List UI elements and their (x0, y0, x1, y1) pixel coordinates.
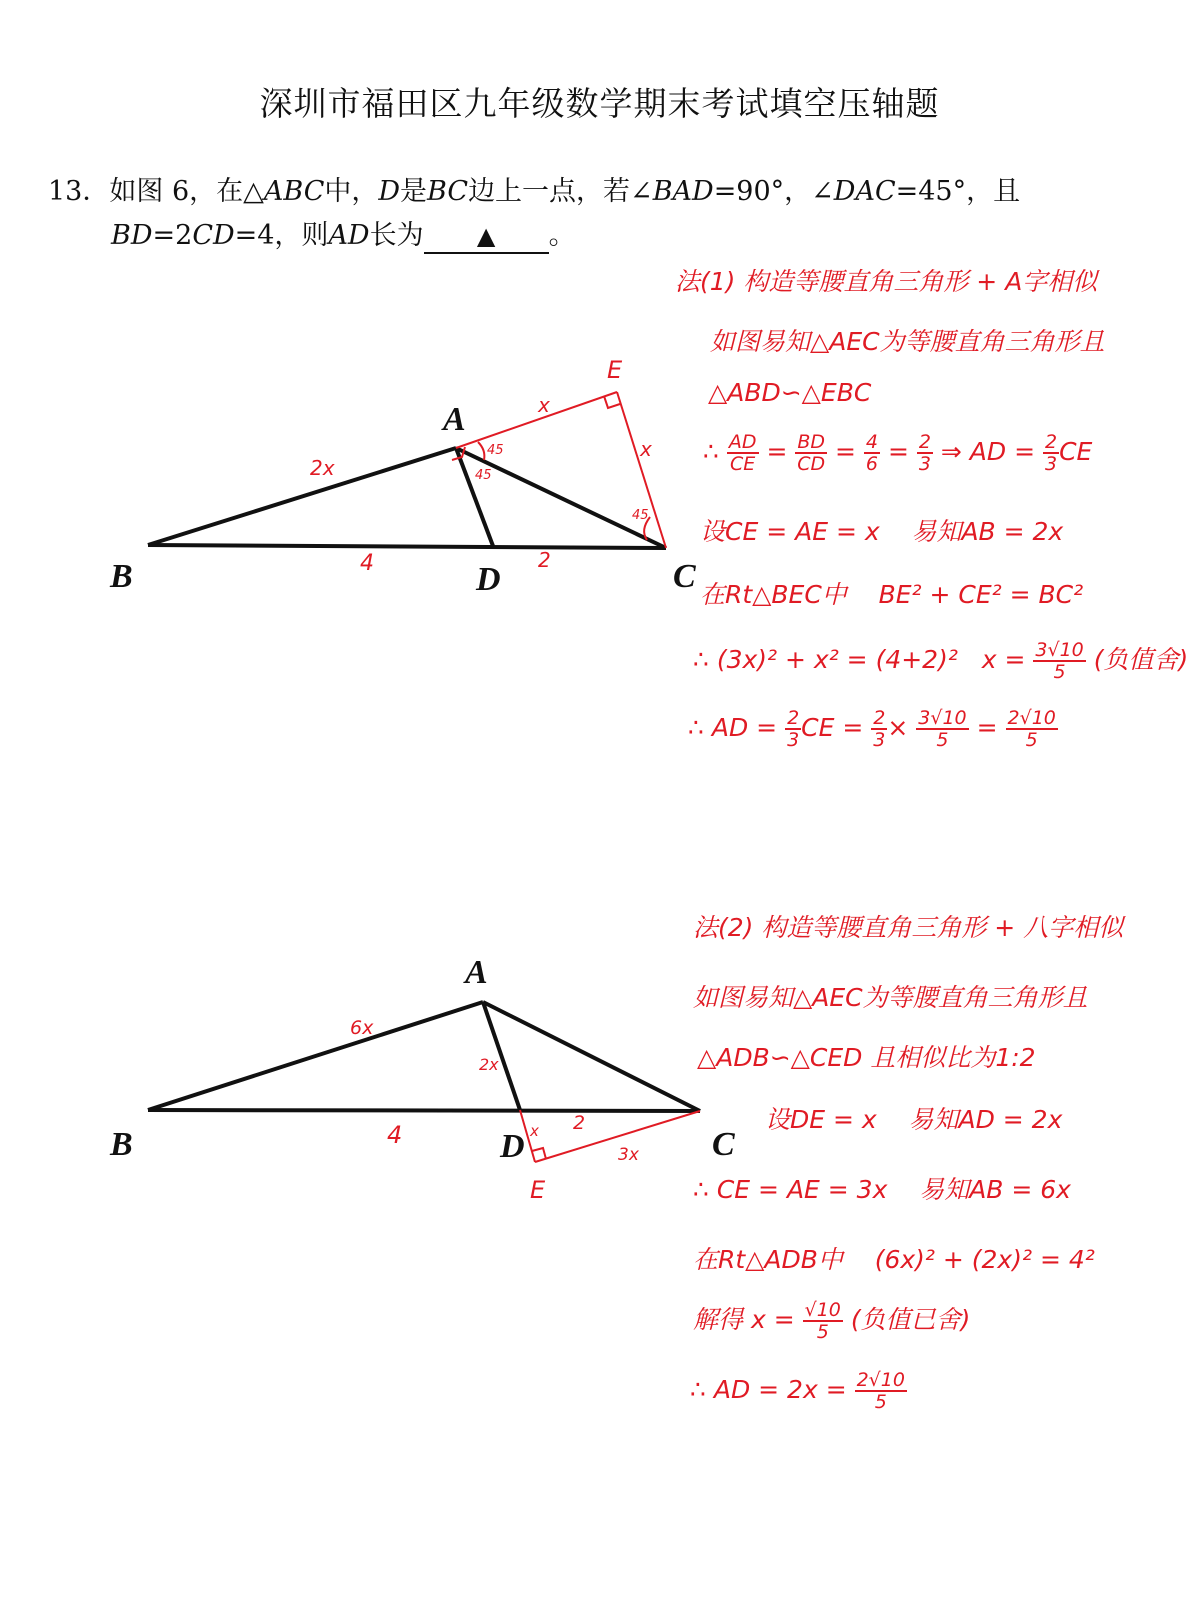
fraction (803, 1300, 843, 1342)
text: AD (328, 220, 370, 251)
text: ∴ AD = 2x = (690, 1375, 847, 1404)
text: =90°，∠ (713, 176, 834, 207)
mark-dc: 2 (538, 548, 551, 572)
segment-ab (148, 448, 456, 545)
label-d: D (500, 1128, 525, 1165)
text: = (887, 437, 909, 466)
method1-line-6 (700, 575, 1083, 611)
text: 中， (324, 176, 379, 207)
method1-line-4 (703, 432, 1092, 474)
text: 如图 6，在△ (109, 176, 264, 207)
text: = (834, 437, 856, 466)
mark-angle-c: 45 (632, 508, 649, 523)
text: ∴ AD = (688, 713, 778, 742)
denominator: CD (797, 453, 826, 475)
mark-angle-1: 45 (487, 443, 504, 458)
text: =45°，且 (895, 176, 1021, 207)
method2-line-5 (693, 1170, 1071, 1206)
denominator: 3 (1044, 453, 1058, 475)
numerator: √10 (804, 1299, 841, 1321)
mark-ec: 3x (618, 1145, 639, 1165)
text: (负值已舍) (850, 1305, 971, 1334)
mark-ec: x (640, 437, 652, 461)
page-title: 深圳市福田区九年级数学期末考试填空压轴题 (259, 84, 940, 123)
fraction (871, 708, 887, 750)
text: ∴ (3x)² + x² = (4+2)² (693, 645, 958, 674)
text: 设DE = x (765, 1105, 877, 1134)
mark-ae: x (538, 393, 550, 417)
numerator: 4 (865, 431, 878, 453)
text: BAD (652, 176, 714, 207)
denominator: 3 (873, 729, 886, 751)
denominator: 3 (918, 453, 931, 475)
segment-bc (148, 545, 666, 548)
fraction (785, 708, 801, 750)
text: BE² + CE² = BC² (878, 580, 1084, 609)
text: =2 (152, 220, 193, 251)
text: D (378, 176, 401, 207)
label-c: C (712, 1126, 735, 1163)
text: CE = (801, 713, 864, 742)
mark-de: x (530, 1122, 539, 1140)
numerator: AD (728, 431, 757, 453)
fraction (855, 1370, 907, 1412)
text: x = (981, 645, 1026, 674)
label-b: B (110, 558, 133, 595)
segment-bc (148, 1110, 700, 1111)
fraction (916, 708, 968, 750)
fraction (1033, 640, 1085, 682)
method1-line-3: △ABD∽△EBC (708, 378, 872, 407)
text: ⇒ AD = (940, 437, 1036, 466)
denominator: 5 (936, 729, 949, 751)
text: = (766, 437, 788, 466)
text: CE (1059, 437, 1093, 466)
fraction (727, 432, 759, 474)
fraction (1006, 708, 1058, 750)
mark-ad: 2x (479, 1055, 499, 1074)
text: × (887, 713, 909, 742)
text: 解得 x = (693, 1305, 795, 1334)
denominator: 5 (1053, 661, 1066, 683)
method2-line-7 (693, 1300, 970, 1342)
mark-dc: 2 (573, 1112, 586, 1134)
method2-line-2: 如图易知△AEC为等腰直角三角形且 (693, 983, 1088, 1012)
text: CD (192, 220, 235, 251)
text: 。 (548, 220, 576, 251)
label-a: A (465, 954, 488, 991)
numerator: 2 (918, 431, 931, 453)
fraction (917, 432, 933, 474)
denominator: 6 (865, 453, 878, 475)
numerator: 3√10 (918, 707, 967, 729)
method1-heading: 法(1) 构造等腰直角三角形 + A字相似 (675, 267, 1098, 296)
text: ABC (263, 176, 325, 207)
label-c: C (673, 558, 696, 595)
numerator: 2√10 (1007, 707, 1056, 729)
text: ∴ CE = AE = 3x (693, 1175, 888, 1204)
numerator: 3√10 (1035, 639, 1084, 661)
numerator: 2√10 (856, 1369, 905, 1391)
figure-1 (109, 356, 696, 598)
fraction (795, 432, 827, 474)
figure-2 (109, 954, 735, 1204)
method1-line-8 (688, 708, 1058, 750)
denominator: 3 (787, 729, 800, 751)
text: 设CE = AE = x (700, 517, 880, 546)
text: 易知AB = 6x (919, 1175, 1071, 1204)
text: (负值舍) (1093, 645, 1189, 674)
text: 边上一点，若∠ (468, 176, 653, 207)
label-e: E (530, 1176, 546, 1204)
fraction (864, 432, 880, 474)
label-a: A (443, 401, 466, 438)
numerator: 2 (873, 707, 886, 729)
label-d: D (476, 561, 501, 598)
method1-line-2: 如图易知△AEC为等腰直角三角形且 (710, 327, 1105, 356)
text: DAC (833, 176, 896, 207)
text: 在Rt△BEC中 (700, 580, 847, 609)
text: =4，则 (234, 220, 329, 251)
text: BC (427, 176, 469, 207)
denominator: 5 (874, 1391, 887, 1413)
denominator: 5 (1025, 729, 1038, 751)
answer-blank: ▲ (424, 220, 549, 254)
method2-heading: 法(2) 构造等腰直角三角形 + 八字相似 (693, 913, 1124, 942)
fraction (1043, 432, 1059, 474)
label-e: E (607, 356, 623, 384)
mark-bd: 4 (360, 551, 374, 576)
text: 易知AD = 2x (908, 1105, 1063, 1134)
method2-line-3: △ADB∽△CED 且相似比为1:2 (697, 1043, 1036, 1072)
numerator: 2 (1044, 431, 1058, 453)
text: 长为 (369, 220, 424, 251)
method1-line-5 (700, 512, 1063, 548)
method1-line-7 (693, 640, 1188, 682)
right-angle-mark-e (604, 396, 620, 408)
method2-line-8 (690, 1370, 907, 1412)
numerator: BD (797, 431, 826, 453)
text: 是 (400, 176, 428, 207)
method2-line-4 (765, 1100, 1062, 1136)
text: ∴ (703, 437, 719, 466)
problem-number: 13． (48, 176, 110, 207)
method2-line-6 (693, 1240, 1095, 1276)
segment-ab (148, 1002, 483, 1110)
segment-ae (456, 392, 617, 448)
segment-ec (617, 392, 666, 548)
text: 在Rt△ADB中 (693, 1245, 843, 1274)
label-b: B (110, 1126, 133, 1163)
denominator: 5 (816, 1321, 829, 1343)
numerator: 2 (787, 707, 800, 729)
text: BD (111, 220, 153, 251)
mark-ab: 6x (350, 1017, 374, 1039)
denominator: CE (730, 453, 756, 475)
mark-ab: 2x (310, 456, 335, 480)
mark-bd: 4 (387, 1121, 403, 1149)
text: = (976, 713, 998, 742)
text: 易知AB = 2x (911, 517, 1064, 546)
mark-angle-2: 45 (475, 468, 492, 483)
text: (6x)² + (2x)² = 4² (874, 1245, 1095, 1274)
